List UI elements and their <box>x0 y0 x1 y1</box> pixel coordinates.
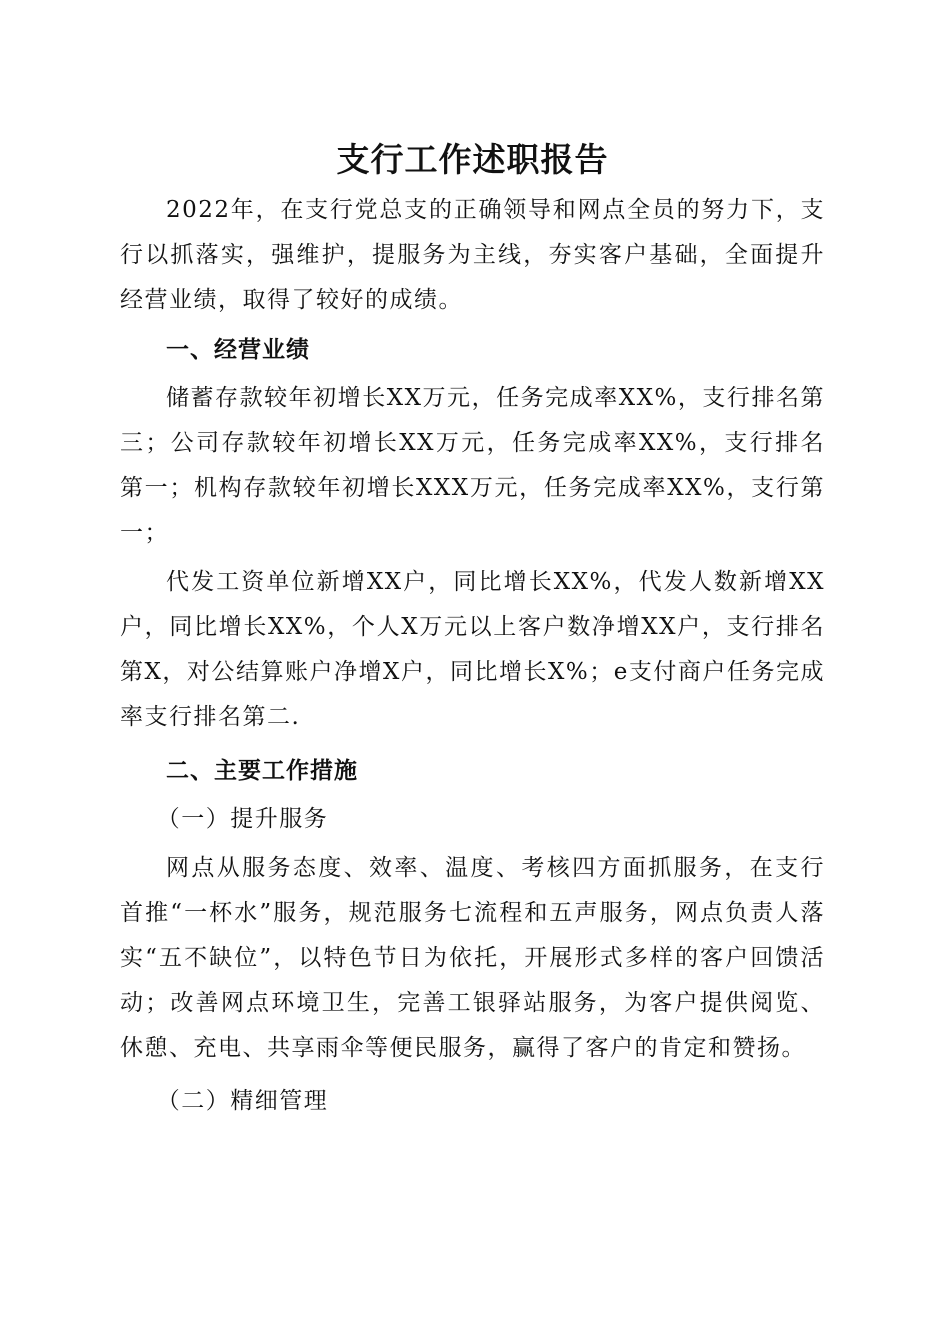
performance-paragraph-deposits: 储蓄存款较年初增长XX万元，任务完成率XX%，支行排名第三；公司存款较年初增长XX万元，任务完成率XX%，支行排名第一；机构存款较年初增长XXX万元，任务完成率XX%，支行第一； <box>120 385 825 546</box>
subsection-heading-service: （一）提升服务 <box>156 806 329 832</box>
intro-paragraph: 2022年，在支行党总支的正确领导和网点全员的努力下，支行以抓落实，强维护，提服务为主线，夯实客户基础，全面提升经营业绩，取得了较好的成绩。 <box>120 197 825 313</box>
service-paragraph: 网点从服务态度、效率、温度、考核四方面抓服务，在支行首推“一杯水”服务，规范服务七流程和五声服务，网点负责人落实“五不缺位”，以特色节日为依托，开展形式多样的客户回馈活动；改善网点环境卫生，完善工银驿站服务，为客户提供阅览、休憩、充电、共享雨伞等便民服务，赢得了客户的肯定和赞扬。 <box>120 855 825 1061</box>
document-title: 支行工作述职报告 <box>336 140 609 179</box>
performance-paragraph-payroll: 代发工资单位新增XX户，同比增长XX%，代发人数新增XX户，同比增长XX%，个人X万元以上客户数净增XX户，支行排名第X，对公结算账户净增X户，同比增长X%；e支付商户任务完成率支行排名第二. <box>120 569 825 730</box>
subsection-heading-management: （二）精细管理 <box>156 1088 329 1114</box>
section-heading-performance: 一、经营业绩 <box>166 336 310 363</box>
section-heading-measures: 二、主要工作措施 <box>166 757 358 784</box>
document-page <box>120 138 825 1124</box>
